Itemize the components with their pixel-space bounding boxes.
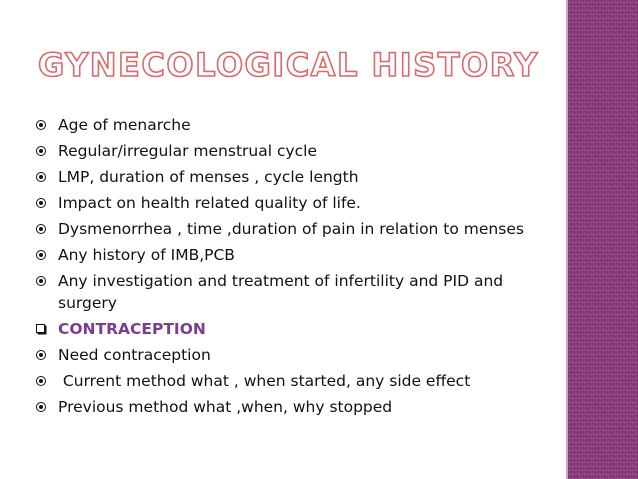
list-item [36,166,561,188]
list-item [36,218,561,240]
list-item [36,344,561,366]
bullet-circle-icon [36,114,52,136]
list-item-text: Dysmenorrhea , time ,duration of pain in relation to menses [58,220,524,238]
bullet-circle-icon [36,166,52,188]
list-item-text: Any history of IMB,PCB [58,246,235,264]
list-item-text: Regular/irregular menstrual cycle [58,142,318,160]
list-item-text: Need contraception [58,346,211,364]
list-item-contraception [36,318,561,340]
list-item-text: Impact on health related quality of life. [58,194,361,212]
slide-title: GYNECOLOGICAL HISTORY [38,46,539,84]
bullet-circle-icon [36,244,52,266]
list-item [36,370,561,392]
list-item [36,244,561,266]
bullet-square-icon [36,318,52,340]
list-item-text: Any investigation and treatment of infertility and PID and surgery [58,272,504,312]
decorative-sidebar [568,0,638,479]
list-item [36,192,561,214]
bullet-circle-icon [36,396,52,418]
list-item-text: Previous method what ,when, why stopped [58,398,393,416]
list-item-text: LMP, duration of menses , cycle length [58,168,359,186]
bullet-circle-icon [36,192,52,214]
list-item [36,114,561,136]
bullet-list [36,114,561,422]
list-item-text: Age of menarche [58,116,191,134]
list-item [36,140,561,162]
bullet-circle-icon [36,270,52,292]
bullet-circle-icon [36,344,52,366]
list-item-text: Current method what , when started, any side effect [58,372,471,390]
list-item [36,270,561,314]
section-heading-contraception: CONTRACEPTION [58,320,206,338]
bullet-circle-icon [36,218,52,240]
bullet-circle-icon [36,140,52,162]
list-item [36,396,561,418]
bullet-circle-icon [36,370,52,392]
